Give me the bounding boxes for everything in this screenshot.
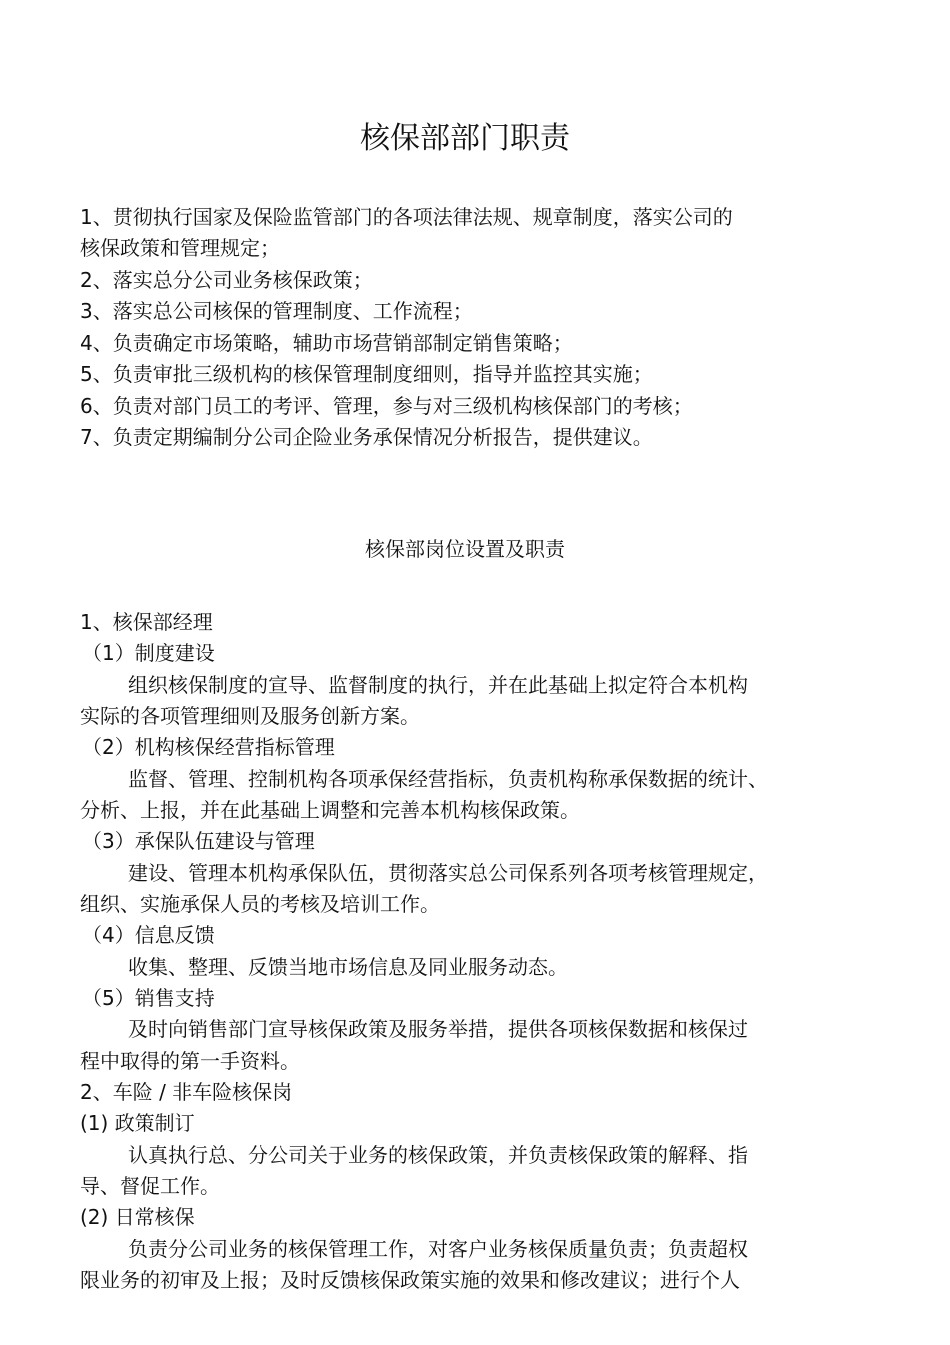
paragraph-line: 收集、整理、反馈当地市场信息及同业服务动态。 [128, 955, 568, 979]
duty-item-5: 5、负责审批三级机构的核保管理制度细则，指导并监控其实施； [80, 362, 653, 386]
subheading-info-feedback: （4）信息反馈 [82, 923, 215, 947]
position-heading-underwriting: 2、车险 / 非车险核保岗 [80, 1080, 293, 1104]
duty-item-3: 3、落实总公司核保的管理制度、工作流程； [80, 299, 473, 323]
paragraph-line: 实际的各项管理细则及服务创新方案。 [80, 704, 420, 728]
subheading-team-building: （3）承保队伍建设与管理 [82, 829, 315, 853]
page-title: 核保部部门职责 [360, 121, 570, 156]
duty-item-2: 2、落实总分公司业务核保政策； [80, 268, 373, 292]
section-subtitle: 核保部岗位设置及职责 [365, 537, 565, 561]
duty-item-7: 7、负责定期编制分公司企险业务承保情况分析报告，提供建议。 [80, 425, 653, 449]
duty-item-1-line-2: 核保政策和管理规定； [80, 236, 280, 260]
paragraph-line: 组织核保制度的宣导、监督制度的执行，并在此基础上拟定符合本机构 [128, 673, 748, 697]
paragraph-line: 监督、管理、控制机构各项承保经营指标，负责机构称承保数据的统计、 [128, 767, 768, 791]
paragraph-line: 程中取得的第一手资料。 [80, 1049, 300, 1073]
subheading-daily-underwriting: (2) 日常核保 [80, 1205, 195, 1229]
subheading-indicator-management: （2）机构核保经营指标管理 [82, 735, 335, 759]
paragraph-line: 建设、管理本机构承保队伍，贯彻落实总公司保系列各项考核管理规定， [128, 861, 768, 885]
paragraph-line: 负责分公司业务的核保管理工作，对客户业务核保质量负责；负责超权 [128, 1237, 748, 1261]
subheading-system-building: （1）制度建设 [82, 641, 215, 665]
paragraph-line: 认真执行总、分公司关于业务的核保政策，并负责核保政策的解释、指 [128, 1143, 748, 1167]
duty-item-1-line-1: 1、贯彻执行国家及保险监管部门的各项法律法规、规章制度，落实公司的 [80, 205, 733, 229]
paragraph-line: 限业务的初审及上报；及时反馈核保政策实施的效果和修改建议；进行个人 [80, 1268, 740, 1292]
duty-item-6: 6、负责对部门员工的考评、管理，参与对三级机构核保部门的考核； [80, 394, 693, 418]
position-heading-manager: 1、核保部经理 [80, 610, 213, 634]
subheading-policy-making: (1) 政策制订 [80, 1111, 195, 1135]
paragraph-line: 及时向销售部门宣导核保政策及服务举措，提供各项核保数据和核保过 [128, 1017, 748, 1041]
duty-item-4: 4、负责确定市场策略，辅助市场营销部制定销售策略； [80, 331, 573, 355]
paragraph-line: 导、督促工作。 [80, 1174, 220, 1198]
paragraph-line: 组织、实施承保人员的考核及培训工作。 [80, 892, 440, 916]
paragraph-line: 分析、上报，并在此基础上调整和完善本机构核保政策。 [80, 798, 580, 822]
subheading-sales-support: （5）销售支持 [82, 986, 215, 1010]
